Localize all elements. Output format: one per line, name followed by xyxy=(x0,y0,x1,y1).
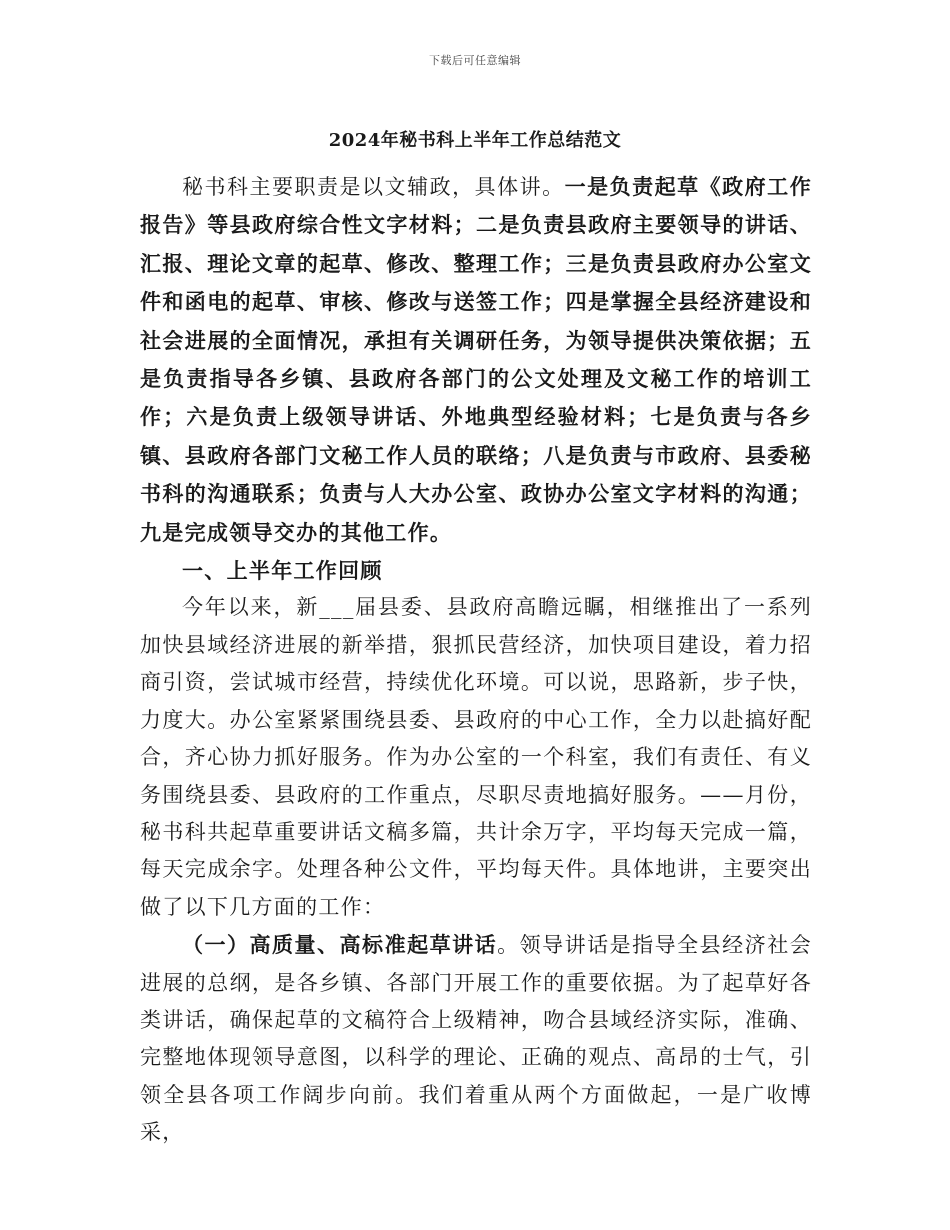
intro-paragraph xyxy=(140,168,812,552)
document-title: 2024年秘书科上半年工作总结范文 xyxy=(328,130,622,151)
item1-paragraph xyxy=(140,926,812,1151)
header-note: 下载后可任意编辑 xyxy=(429,54,521,67)
section-heading-review: 一、上半年工作回顾 xyxy=(182,558,383,584)
item1-heading: （一）高质量、高标准起草讲话 xyxy=(182,932,498,958)
review-paragraph: 今年以来，新___届县委、县政府高瞻远瞩，相继推出了一系列加快县域经济进展的新举措，狠抓民营经济，加快项目建设，着力招商引资，尝试城市经营，持续优化环境。可以说，思路新，步子快，力度大。办公室紧紧围绕县委、县政府的中心工作，全力以赴搞好配合，齐心协力抓好服务。作为办公室的一个科室，我们有责任、有义务围绕县委、县政府的工作重点，尽职尽责地搞好服务。——月份，秘书科共起草重要讲话文稿多篇，共计余万字，平均每天完成一篇，每天完成余字。处理各种公文件，平均每天件。具体地讲，主要突出做了以下几方面的工作： xyxy=(140,595,812,919)
item1-text: 。领导讲话是指导全县经济社会进展的总纲，是各乡镇、各部门开展工作的重要依据。为了起草好各类讲话，确保起草的文稿符合上级精神，吻合县域经济实际，准确、完整地体现领导意图，以科学的理论、正确的观点、高昂的士气，引领全县各项工作阔步向前。我们着重从两个方面做起，一是广收博采， xyxy=(140,933,813,1145)
intro-lead: 秘书科主要职责是以文辅政，具体讲。 xyxy=(182,175,565,199)
document-body xyxy=(140,168,812,1152)
intro-duties: 一是负责起草《政府工作报告》等县政府综合性文字材料；二是负责县政府主要领导的讲话、汇报、理论文章的起草、修改、整理工作；三是负责县政府办公室文件和函电的起草、审核、修改与送签工作；四是掌握全县经济建设和社会进展的全面情况，承担有关调研任务，为领导提供决策依据；五是负责指导各乡镇、县政府各部门的公文处理及文秘工作的培训工作；六是负责上级领导讲话、外地典型经验材料；七是负责与各乡镇、县政府各部门文秘工作人员的联络；八是负责与市政府、县委秘书科的沟通联系；负责与人大办公室、政协办公室文字材料的沟通；九是完成领导交办的其他工作。 xyxy=(140,174,812,545)
